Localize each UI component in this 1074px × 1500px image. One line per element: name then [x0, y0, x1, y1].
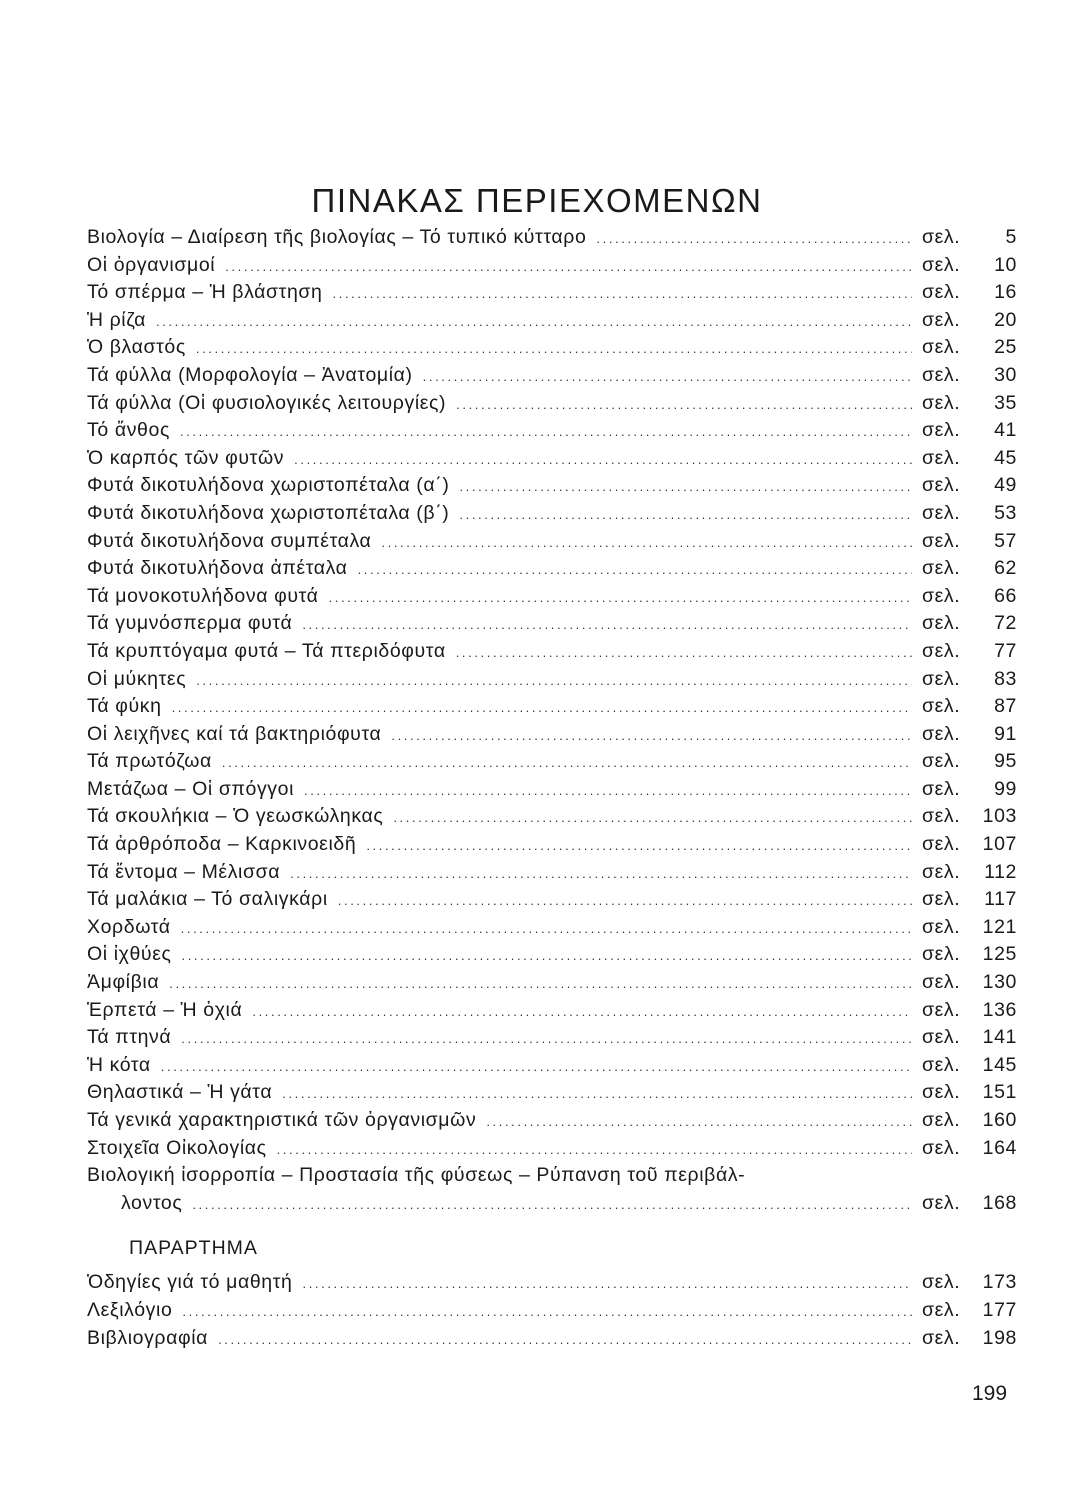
dot-leader: [486, 1114, 912, 1129]
page-abbrev: σελ.: [922, 612, 961, 635]
toc-entry-label: Φυτά δικοτυλήδονα χωριστοπέταλα (α΄): [87, 474, 450, 497]
dot-leader: [182, 1304, 912, 1319]
toc-entry-page: 145: [982, 1053, 1017, 1076]
dot-leader: [222, 755, 912, 770]
toc-entry-page: 5: [1005, 226, 1017, 248]
toc-entry: [87, 916, 1017, 944]
page-abbrev: σελ.: [922, 253, 961, 276]
dot-leader: [302, 617, 912, 632]
toc-entry: [87, 861, 1017, 889]
page-abbrev: σελ.: [922, 943, 961, 966]
page-abbrev: σελ.: [922, 695, 961, 718]
toc-entry-page: 66: [994, 584, 1017, 607]
toc-entry-page: 91: [994, 722, 1017, 745]
dot-leader: [366, 838, 912, 853]
toc-entry-page: 35: [994, 391, 1017, 414]
toc-entry: [87, 502, 1017, 530]
toc-entries: [87, 226, 1017, 1164]
toc-entry: [87, 1299, 1017, 1327]
toc-entry-page: 121: [982, 915, 1017, 938]
dot-leader: [393, 810, 912, 825]
page-abbrev: σελ.: [922, 501, 961, 524]
toc-entry: [87, 530, 1017, 558]
page-abbrev: σελ.: [922, 750, 961, 773]
toc-entry-label: Τά ἔντομα – Μέλισσα: [87, 860, 281, 883]
page-abbrev: σελ.: [922, 336, 961, 359]
toc-entry-page: 103: [982, 805, 1017, 828]
dot-leader: [156, 314, 912, 329]
toc-entry: [87, 1137, 1017, 1165]
toc-entry-label: Τά μαλάκια – Τό σαλιγκάρι: [87, 888, 328, 911]
toc-entry: [87, 254, 1017, 282]
toc-entry-page: 173: [982, 1271, 1017, 1294]
toc-entry: [87, 557, 1017, 585]
toc-entry-label: Τό σπέρμα – Ἡ βλάστηση: [87, 281, 323, 304]
toc-entry: [87, 1109, 1017, 1137]
page-abbrev: σελ.: [922, 1109, 961, 1131]
page-abbrev: σελ.: [922, 722, 961, 745]
page-abbrev: σελ.: [922, 1271, 961, 1294]
toc-entry-label: Φυτά δικοτυλήδονα συμπέταλα: [87, 529, 372, 552]
toc-entry-label: Στοιχεῖα Οἰκολογίας: [87, 1136, 267, 1159]
toc-entry-page: 117: [984, 888, 1017, 911]
toc-entry-label: Οἱ ἰχθύες: [87, 943, 172, 966]
toc-entry-page: 164: [982, 1136, 1017, 1159]
toc-entry-page: 72: [994, 612, 1017, 635]
toc-entry: [87, 778, 1017, 806]
toc-entry-label: Ἑρπετά – Ἡ ὀχιά: [87, 998, 243, 1021]
dot-leader: [180, 424, 912, 439]
toc-entry-label: Μετάζωα – Οἱ σπόγγοι: [87, 777, 295, 800]
page-abbrev: σελ.: [922, 998, 961, 1021]
page-abbrev: σελ.: [922, 1081, 961, 1104]
page-abbrev: σελ.: [922, 281, 961, 304]
dot-leader: [161, 1059, 912, 1074]
page-abbrev: σελ.: [922, 308, 961, 331]
toc-entry: [87, 1271, 1017, 1299]
toc-entry: [87, 419, 1017, 447]
dot-leader: [282, 1086, 912, 1101]
toc-entry-page: 53: [994, 501, 1017, 524]
page-abbrev: σελ.: [922, 833, 961, 856]
page-abbrev: σελ.: [922, 1136, 961, 1159]
dot-leader: [303, 1276, 913, 1291]
appendix-entries: [87, 1271, 1017, 1354]
page-abbrev: σελ.: [922, 860, 961, 883]
dot-leader: [304, 783, 912, 798]
page-title: ΠΙΝΑΚΑΣ ΠΕΡΙΕΧΟΜΕΝΩΝ: [311, 182, 763, 220]
toc-entry-page: 49: [994, 474, 1017, 497]
toc-entry: [87, 999, 1017, 1027]
page-abbrev: σελ.: [922, 584, 961, 607]
toc-entry-wrapped: [87, 1164, 1017, 1219]
toc-entry-label: Ὁ βλαστός: [87, 336, 186, 359]
toc-entry: [87, 695, 1017, 723]
dot-leader: [172, 700, 912, 715]
toc-entry: [87, 1081, 1017, 1109]
toc-entry: [87, 750, 1017, 778]
toc-entry: [87, 640, 1017, 668]
toc-entry-label: Οἱ ὀργανισμοί: [87, 253, 216, 276]
toc-entry: [87, 585, 1017, 613]
toc-entry: [87, 281, 1017, 309]
toc-entry-label: Βιβλιογραφία: [87, 1326, 209, 1349]
toc-entry-page: 107: [982, 833, 1017, 856]
toc-entry-page: 83: [994, 667, 1017, 690]
page-abbrev: σελ.: [922, 529, 961, 552]
toc-entry-page: 177: [982, 1298, 1017, 1321]
page-abbrev: σελ.: [922, 557, 961, 580]
toc-entry-label: Τά φύκη: [87, 695, 162, 718]
toc-entry-page: 16: [994, 281, 1017, 304]
toc-entry-label: Τά κρυπτόγαμα φυτά – Τά πτεριδόφυτα: [87, 639, 446, 662]
toc-entry: [87, 1054, 1017, 1082]
page-abbrev: σελ.: [922, 777, 961, 800]
page-abbrev: σελ.: [922, 474, 961, 497]
toc-entry: [87, 668, 1017, 696]
toc-entry-label: Φυτά δικοτυλήδονα ἀπέταλα: [87, 557, 348, 580]
toc-entry-label: Ἡ κότα: [87, 1053, 151, 1076]
toc-entry-label: Τά σκουλήκια – Ὁ γεωσκώληκας: [87, 805, 384, 828]
toc-entry: [87, 612, 1017, 640]
toc-entry-label: Ὁδηγίες γιά τό μαθητή: [87, 1271, 293, 1294]
toc-entry-label: Τό ἄνθος: [87, 419, 170, 442]
toc-entry-page: 77: [994, 639, 1017, 662]
dot-leader: [252, 1004, 912, 1019]
toc-entry: [87, 723, 1017, 751]
dot-leader: [182, 948, 913, 963]
dot-leader: [196, 341, 912, 356]
page-abbrev: σελ.: [922, 971, 961, 994]
dot-leader: [294, 452, 912, 467]
toc-entry-label: Θηλαστικά – Ἡ γάτα: [87, 1081, 273, 1104]
dot-leader: [459, 479, 912, 494]
page-number: 199: [972, 1382, 1008, 1405]
dot-leader: [169, 976, 912, 991]
toc-entry-label: Χορδωτά: [87, 915, 171, 938]
toc-entry-page: 160: [982, 1109, 1017, 1131]
page-abbrev: σελ.: [922, 915, 961, 938]
page-abbrev: σελ.: [922, 888, 961, 911]
toc-entry-label: Οἱ λειχῆνες καί τά βακτηριόφυτα: [87, 722, 382, 745]
dot-leader: [290, 866, 912, 881]
toc-entry-label: Τά γυμνόσπερμα φυτά: [87, 612, 293, 635]
toc-entry-page: 57: [994, 529, 1017, 552]
page-abbrev: σελ.: [922, 1298, 961, 1321]
toc-entry-label: Ὁ καρπός τῶν φυτῶν: [87, 446, 285, 469]
toc-entry: [87, 1327, 1017, 1355]
dot-leader: [196, 673, 912, 688]
toc-entry-label: Οἱ μύκητες: [87, 667, 187, 690]
toc-entry: [87, 474, 1017, 502]
toc-entry-page: 141: [982, 1026, 1017, 1049]
toc-entry: [87, 971, 1017, 999]
toc-entry-page: 198: [982, 1326, 1017, 1349]
toc-entry-label: Τά ἀρθρόποδα – Καρκινοειδῆ: [87, 833, 357, 856]
dot-leader: [596, 231, 912, 246]
toc-entry-page: 41: [994, 419, 1017, 442]
toc-entry: [87, 1026, 1017, 1054]
dot-leader: [423, 369, 912, 384]
page-abbrev: σελ.: [922, 419, 961, 442]
toc-entry-label: Τά φύλλα (Μορφολογία – Ἀνατομία): [87, 363, 413, 386]
page-abbrev: σελ.: [922, 1326, 961, 1349]
toc-entry-label: Βιολογία – Διαίρεση τῆς βιολογίας – Τό τυπικό κύτταρο: [87, 226, 587, 248]
toc-entry: [87, 1192, 1017, 1220]
page-abbrev: σελ.: [922, 1026, 961, 1049]
toc-entry: [87, 336, 1017, 364]
toc-entry: [87, 888, 1017, 916]
table-of-contents: [87, 226, 1017, 1354]
toc-entry-page: 151: [982, 1081, 1017, 1104]
toc-entry: [87, 447, 1017, 475]
page-abbrev: σελ.: [922, 363, 961, 386]
dot-leader: [459, 507, 912, 522]
dot-leader: [456, 645, 912, 660]
dot-leader: [358, 562, 912, 577]
appendix-heading: ΠΑΡΑΡΤΗΜΑ: [129, 1237, 258, 1260]
dot-leader: [181, 921, 912, 936]
toc-entry-label-line2: λοντος: [121, 1191, 183, 1214]
toc-entry: [87, 226, 1017, 254]
dot-leader: [333, 286, 912, 301]
dot-leader: [338, 893, 912, 908]
toc-entry-page: 136: [982, 998, 1017, 1021]
dot-leader: [381, 535, 912, 550]
toc-entry-page: 95: [994, 750, 1017, 773]
toc-entry-label: Τά γενικά χαρακτηριστικά τῶν ὀργανισμῶν: [87, 1109, 477, 1131]
toc-entry-label: Τά πτηνά: [87, 1026, 172, 1049]
toc-entry-page: 130: [982, 971, 1017, 994]
toc-entry-label: Φυτά δικοτυλήδονα χωριστοπέταλα (β΄): [87, 501, 450, 524]
dot-leader: [218, 1332, 912, 1347]
toc-entry: [87, 392, 1017, 420]
toc-entry-label: Τά φύλλα (Οἱ φυσιολογικές λειτουργίες): [87, 391, 447, 414]
toc-entry: [87, 364, 1017, 392]
toc-entry-label-line1: Βιολογική ἰσορροπία – Προστασία τῆς φύσεως – Ρύπανση τοῦ περιβάλ-: [87, 1164, 746, 1187]
dot-leader: [456, 397, 912, 412]
dot-leader: [192, 1197, 912, 1212]
toc-entry-label: Τά πρωτόζωα: [87, 750, 212, 773]
toc-entry-page: 25: [994, 336, 1017, 359]
toc-entry-label: Τά μονοκοτυλήδονα φυτά: [87, 584, 319, 607]
page-abbrev: σελ.: [922, 639, 961, 662]
toc-entry: [87, 309, 1017, 337]
toc-entry-label: Ἡ ρίζα: [87, 308, 146, 331]
toc-entry: [87, 805, 1017, 833]
page-abbrev: σελ.: [922, 1191, 961, 1214]
dot-leader: [391, 728, 912, 743]
toc-entry-page: 20: [994, 308, 1017, 331]
page-abbrev: σελ.: [922, 1053, 961, 1076]
toc-entry-page: 10: [994, 253, 1017, 276]
dot-leader: [277, 1142, 912, 1157]
toc-entry-page: 125: [982, 943, 1017, 966]
toc-entry-label: Λεξιλόγιο: [87, 1298, 173, 1321]
dot-leader: [329, 590, 912, 605]
page-abbrev: σελ.: [922, 805, 961, 828]
toc-entry-label: Ἀμφίβια: [87, 971, 160, 994]
toc-entry-page: 30: [994, 363, 1017, 386]
toc-entry-page: 45: [994, 446, 1017, 469]
dot-leader: [225, 259, 912, 274]
toc-entry-page: 99: [994, 777, 1017, 800]
page-abbrev: σελ.: [922, 667, 961, 690]
page-abbrev: σελ.: [922, 226, 961, 248]
page-abbrev: σελ.: [922, 391, 961, 414]
toc-entry: [87, 943, 1017, 971]
toc-entry-page: 62: [994, 557, 1017, 580]
dot-leader: [181, 1031, 912, 1046]
toc-entry: [87, 833, 1017, 861]
toc-entry-page: 87: [994, 695, 1017, 718]
toc-entry-page: 168: [982, 1191, 1017, 1214]
page-abbrev: σελ.: [922, 446, 961, 469]
toc-entry-page: 112: [984, 860, 1017, 883]
